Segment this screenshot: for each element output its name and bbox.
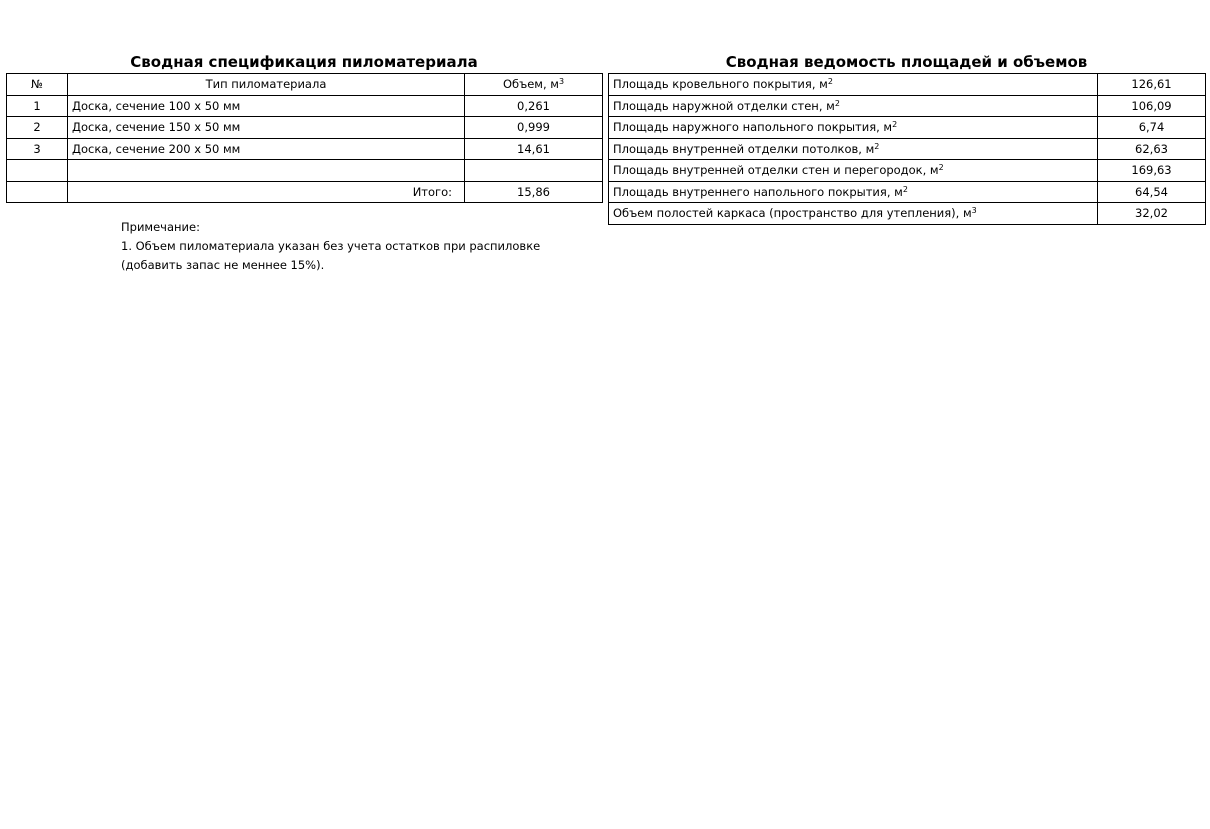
total-value: 15,86 xyxy=(465,181,603,203)
summary-label-text: Площадь внутренней отделки потолков, м xyxy=(613,141,875,156)
col-header-num: № xyxy=(7,74,68,96)
summary-label xyxy=(609,117,1098,139)
table-row xyxy=(7,138,603,160)
summary-label-text: Площадь внутренней отделки стен и перегородок, м xyxy=(613,163,939,178)
empty-cell xyxy=(7,181,68,203)
table-row xyxy=(7,95,603,117)
note-line-2: (добавить запас не меннее 15%). xyxy=(121,258,325,272)
table-row xyxy=(609,181,1206,203)
col-header-type: Тип пиломатериала xyxy=(68,74,465,96)
summary-label-text: Площадь внутреннего напольного покрытия, м xyxy=(613,184,903,199)
total-label: Итого: xyxy=(68,181,465,203)
col-header-volume-text: Объем, м xyxy=(502,77,559,92)
table-row xyxy=(609,95,1206,117)
summary-label xyxy=(609,160,1098,182)
table-row xyxy=(609,203,1206,225)
row-num: 1 xyxy=(7,95,68,117)
row-volume: 0,261 xyxy=(465,95,603,117)
note-heading: Примечание: xyxy=(121,220,200,234)
table-header-row xyxy=(7,74,603,96)
unit-superscript: 2 xyxy=(834,98,840,108)
col-header-volume xyxy=(465,74,603,96)
empty-cell xyxy=(7,160,68,182)
summary-value: 169,63 xyxy=(1098,160,1206,182)
empty-cell xyxy=(68,160,465,182)
row-volume: 0,999 xyxy=(465,117,603,139)
empty-cell xyxy=(465,160,603,182)
row-volume: 14,61 xyxy=(465,138,603,160)
summary-label xyxy=(609,181,1098,203)
note-block xyxy=(121,218,540,275)
unit-superscript: 3 xyxy=(971,206,977,216)
summary-label-text: Площадь наружной отделки стен, м xyxy=(613,98,835,113)
summary-value: 106,09 xyxy=(1098,95,1206,117)
row-type: Доска, сечение 200 х 50 мм xyxy=(68,138,465,160)
summary-value: 64,54 xyxy=(1098,181,1206,203)
table-row xyxy=(609,117,1206,139)
table-row xyxy=(609,138,1206,160)
summary-label-text: Площадь кровельного покрытия, м xyxy=(613,77,828,92)
summary-label xyxy=(609,203,1098,225)
spec-table-title: Сводная спецификация пиломатериала xyxy=(130,53,478,71)
summary-label xyxy=(609,74,1098,96)
unit-superscript: 2 xyxy=(892,120,898,130)
row-num: 2 xyxy=(7,117,68,139)
lumber-spec-table xyxy=(6,73,603,203)
table-row xyxy=(609,74,1206,96)
table-row xyxy=(609,160,1206,182)
areas-volumes-table xyxy=(608,73,1206,225)
note-line-1: 1. Объем пиломатериала указан без учета остатков при распиловке xyxy=(121,239,541,253)
summary-label xyxy=(609,138,1098,160)
unit-superscript: 3 xyxy=(558,77,565,87)
summary-value: 126,61 xyxy=(1098,74,1206,96)
summary-value: 32,02 xyxy=(1098,203,1206,225)
summary-value: 62,63 xyxy=(1098,138,1206,160)
unit-superscript: 2 xyxy=(938,163,944,173)
unit-superscript: 2 xyxy=(874,141,880,151)
summary-label xyxy=(609,95,1098,117)
row-type: Доска, сечение 150 х 50 мм xyxy=(68,117,465,139)
summary-value: 6,74 xyxy=(1098,117,1206,139)
empty-row xyxy=(7,160,603,182)
row-type: Доска, сечение 100 х 50 мм xyxy=(68,95,465,117)
total-row xyxy=(7,181,603,203)
table-row xyxy=(7,117,603,139)
unit-superscript: 2 xyxy=(902,184,908,194)
row-num: 3 xyxy=(7,138,68,160)
summary-label-text: Объем полостей каркаса (пространство для утепления), м xyxy=(613,206,972,221)
unit-superscript: 2 xyxy=(827,77,833,87)
summary-table-title: Сводная ведомость площадей и объемов xyxy=(725,53,1088,71)
summary-label-text: Площадь наружного напольного покрытия, м xyxy=(613,120,893,135)
